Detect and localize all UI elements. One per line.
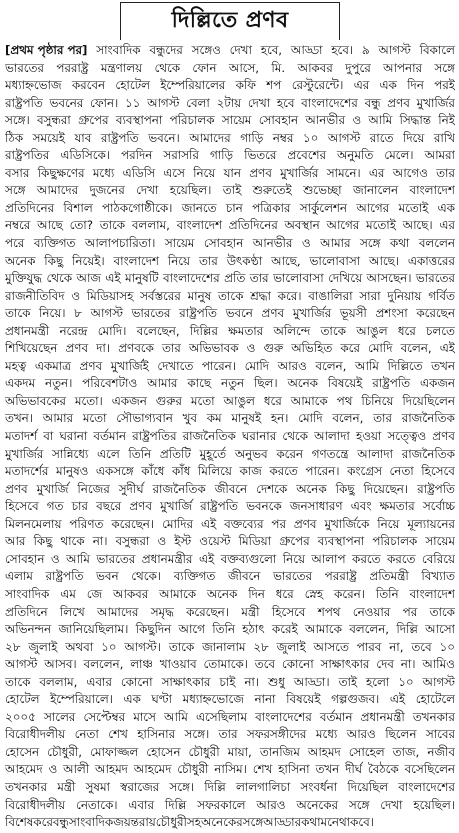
article-line: একদম নতুন। পরিবেশটাও আমার কাছে নতুন ছিল। অনেক বিষয়েই রাষ্ট্রপতি একজন bbox=[5, 376, 455, 391]
article-line: মিলনমেলায় পরিণত করেছেন। মোদির এই বক্তব্যের পর প্রণব মুখার্জিকে নিয়ে মূল্যায়নের bbox=[5, 516, 455, 531]
article-line: মতাদর্শ বা ঘরানা বর্তমান রাষ্ট্রপতির রাজনৈতিক ঘরানার থেকে আলাদা হওয়া সত্ত্বেও প্রণব bbox=[5, 429, 455, 444]
article-line: [প্রথম পৃষ্ঠার পর] সাংবাদিক বন্ধুদের সঙ্গেও দেখা হবে, আড্ডা হবে। ৯ আগস্ট বিকালে bbox=[5, 42, 455, 60]
article-line: অভিভাবকের মতো। একজন গুরুর মতো আঙুল ধরে আমাকে পথ চিনিয়ে দিয়েছিলেন bbox=[5, 393, 455, 408]
article-line: প্রধানমন্ত্রী নরেন্দ্র মোদি। বলেছেন, দিল্লির ক্ষমতার অলিন্দে তাকে আঙুল ধরে চলতে bbox=[5, 323, 455, 338]
article-line: প্রতিদিনে লিখে আমাদের সমৃদ্ধ করেছেন। মন্ত্রী হিসেবে শপথ নেওয়ার পর তাকে bbox=[5, 604, 455, 619]
article-line: রাষ্ট্রপতি ভবনের ফোন। ১১ আগস্ট বেলা ২টায় দেখা হবে বাংলাদেশের বন্ধু প্রণব মুখার্জির bbox=[5, 95, 455, 110]
article-line: মুখার্জির সান্নিধ্যে এলে তিনি প্রতিটি মুহূর্তে অনুভব করেন গণতন্ত্রে আলাদা রাজনৈতিক bbox=[5, 446, 455, 461]
newspaper-page bbox=[0, 2, 459, 833]
article-line: আগস্ট আসব। বললেন, লাঞ্চ খাওয়াব তোমাকে। তবে কোনো সাক্ষাৎকার দেব না। আমিও bbox=[5, 657, 455, 672]
article-line: বিশেষ করে বন্ধু সাংবাদিক জয়ন্ত রায় চৌধুরীসহ অনেকের সঙ্গে আড্ডার কথা মনে থাকবে। bbox=[5, 815, 374, 830]
article-line: প্রণব মুখার্জি নিজের সুদীর্ঘ রাজনৈতিক জীবনে দেশকে অনেক কিছু দিয়েছেন। রাষ্ট্রপতি bbox=[5, 481, 455, 496]
article-line: এলাম রাষ্ট্রপতি ভবন থেকে। ব্যক্তিগত জীবনে ভারতের পররাষ্ট্র প্রতিমন্ত্রী বিখ্যাত bbox=[5, 569, 455, 584]
article-line: ঠিক সময়েই যাব রাষ্ট্রপতি ভবনে। আমাদের গাড়ি নম্বর ১০ আগস্ট রাতে দিয়ে রাখি bbox=[5, 130, 455, 145]
article-line: সাংবাদিক এম জে আকবর আমাকে অনেক দিন ধরে স্নেহ করেন। তিনি বাংলাদেশ bbox=[5, 586, 455, 601]
article-line: তখন। আমার মতো সৌভাগ্যবান খুব কম মানুষই হন। মোদি বলেন, তার রাজনৈতিক bbox=[5, 411, 455, 426]
lead-label: [প্রথম পৃষ্ঠার পর] bbox=[5, 43, 88, 57]
article-line: সঙ্গে। বসুন্ধরা গ্রুপের ব্যবস্থাপনা পরিচালক সায়েম সোবহান আনভীর ও আমি সিদ্ধান্ত নিই bbox=[5, 113, 455, 128]
article-body bbox=[5, 42, 455, 832]
article-line: মতাদর্শের মানুষও একসঙ্গে কাঁধে কাঁধ মিলিয়ে কাজ করতে পারেন। কংগ্রেস নেতা হিসেবে bbox=[5, 464, 455, 479]
article-line: বিরোধীদলীয় নেতাকে। এবার দিল্লি সফরকালে আরও অনেকের সঙ্গে দেখা হয়েছিল। bbox=[5, 797, 455, 812]
article-line: অভিনন্দন জানিয়েছিলাম। কিছুদিন আগে তিনি হঠাৎ করেই আমাকে বললেন, দিল্লি আসো bbox=[5, 622, 455, 637]
article-line: ২০০৫ সালের সেপ্টেম্বর মাসে আমি এসেছিলাম বাংলাদেশের বর্তমান প্রধানমন্ত্রী তখনকার bbox=[5, 709, 455, 724]
article-line: তখনকার মন্ত্রী সুষমা স্বরাজের সঙ্গে। দিল্লি লালগালিচা সংবর্ধনা দিয়েছিল বাংলাদেশের bbox=[5, 779, 455, 794]
article-line: আর কিছু থাকে না। বসুন্ধরা ও ইস্ট ওয়েস্ট মিডিয়া গ্রুপের ব্যবস্থাপনা পরিচালক সায়েম bbox=[5, 534, 455, 549]
article-line: হোসেন চৌধুরী, মোফাজ্জল হোসেন চৌধুরী মায়া, তানজিম আহমদ সোহেল তাজ, নজীব bbox=[5, 744, 455, 759]
article-line: তাকে বললাম, এবার কোনো সাক্ষাৎকার চাই না। শুধু আড্ডা। তাই হলো ১০ আগস্ট bbox=[5, 674, 455, 689]
article-line: অনেক কিছু নিয়েই। বাংলাদেশ নিয়ে তার উৎকণ্ঠা আছে, ভালোবাসা আছে। একাত্তরের bbox=[5, 253, 455, 268]
headline-box bbox=[120, 2, 340, 40]
article-line: মুক্তিযুদ্ধ থেকে আজ এই মানুষটি বাংলাদেশের প্রতি তার ভালোবাসা দেখিয়ে আসছেন। ভারতের bbox=[5, 271, 455, 286]
article-line: ২৮ জুলাই অথবা ১০ আগস্ট। তাকে জানালাম ২৮ জুলাই আসতে পারব না, তবে ১০ bbox=[5, 639, 455, 654]
article-line: আহমেদ ও আলী আহমদ আহমেদ চৌধুরী নাসিম। শেখ হাসিনা তখন দীর্ঘ বৈঠকে বসেছিলেন bbox=[5, 762, 455, 777]
headline: দিল্লিতে প্রণব bbox=[171, 8, 289, 33]
article-line: সঙ্গে আমাদের দুজনের দেখা হয়েছিল। তাই শুরুতেই শুভেচ্ছা জানালেন বাংলাদেশ bbox=[5, 183, 455, 198]
article-line: নম্বরে আছে তো? তাকে বললাম, বাংলাদেশ প্রতিদিনের অবস্থান আগের মতোই আছে। এর bbox=[5, 218, 455, 233]
article-line: তাকে নিয়ে। ৮ আগস্ট ভারতের রাষ্ট্রপতি ভবনে প্রণব মুখার্জির ভূয়সী প্রশংসা করেছেন bbox=[5, 306, 455, 321]
article-line: হোটেল ইম্পেরিয়ালে। এক ঘণ্টা মধ্যাহ্নভোজে নানা বিষয়েই গল্পগুজব। এই হোটেলে bbox=[5, 692, 455, 707]
article-line: রাজনীতিবিদ ও মিডিয়াসহ সর্বস্তরের মানুষ তাকে শ্রদ্ধা করে। বাঙালিরা সারা দুনিয়ায় গর্বিত bbox=[5, 288, 455, 303]
article-line: মধ্যাহ্নভোজ করবেন হোটেল ইম্পেরিয়ালের কফি শপ রেস্টুরেন্টে। এর এক দিন পরই bbox=[5, 78, 455, 93]
article-line: শিখিয়েছেন প্রণব দা। প্রণবকে তার অভিভাবক ও গুরু অভিহিত করে মোদি বলেন, এই bbox=[5, 341, 455, 356]
article-line: ভারতের পররাষ্ট্র মন্ত্রণালয় থেকে ফোন আসে, মি. আকবর দুপুরে আপনার সঙ্গে bbox=[5, 60, 455, 75]
article-line: বিরোধীদলীয় নেতা শেখ হাসিনার সঙ্গে। তার সফরসঙ্গীদের মধ্যে আরও ছিলেন সাবের bbox=[5, 727, 455, 742]
article-line: হিসেবে গত চার বছরে প্রণব মুখার্জি রাষ্ট্রপতি ভবনকে জনসাধারণ এবং ক্ষমতার সর্বোচ্চ bbox=[5, 499, 455, 514]
article-line: পরে ব্যক্তিগত আলাপচারিতা। সায়েম সোবহান আনভীর ও আমার সঙ্গে কথা বললেন bbox=[5, 236, 455, 251]
article-line: মহত্ব একমাত্র প্রণব মুখার্জিই দেখাতে পারেন। মোদি আরও বলেন, আমি দিল্লিতে তখন bbox=[5, 358, 455, 373]
article-line: রাষ্ট্রপতির এডিসিকে। পরদিন সরাসরি গাড়ি ভিতরে প্রবেশের অনুমতি মেলে। আমরা bbox=[5, 148, 455, 163]
article-line: বসার কিছুক্ষণের মধ্যে এডিসি এসে নিয়ে যান প্রণব মুখার্জির সামনে। এর আগেও তার bbox=[5, 165, 455, 180]
article-line: সোবহান ও আমি ভারতের প্রধানমন্ত্রীর এই বক্তব্যগুলো নিয়ে আলাপ করতে করতে বেরিয়ে bbox=[5, 551, 455, 566]
article-line: প্রতিদিনের বিশাল পাঠকগোষ্ঠীকে। জানতে চান পত্রিকার সার্কুলেশন আগের মতোই এক bbox=[5, 200, 455, 215]
